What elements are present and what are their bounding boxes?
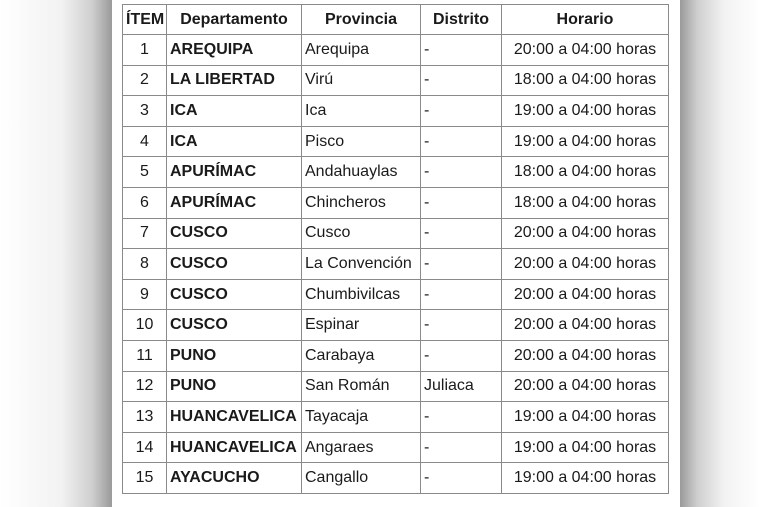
row-horario: 18:00 a 04:00 horas	[502, 157, 669, 188]
row-item-number: 10	[123, 310, 167, 341]
row-provincia: Cusco	[302, 218, 421, 249]
row-horario: 20:00 a 04:00 horas	[502, 218, 669, 249]
table-row	[123, 249, 669, 280]
row-distrito: -	[421, 157, 502, 188]
row-distrito: -	[421, 432, 502, 463]
row-departamento: PUNO	[167, 340, 302, 371]
row-horario: 19:00 a 04:00 horas	[502, 463, 669, 494]
row-provincia: Espinar	[302, 310, 421, 341]
header-distrito: Distrito	[421, 5, 502, 35]
row-item-number: 14	[123, 432, 167, 463]
row-distrito: -	[421, 402, 502, 433]
row-horario: 18:00 a 04:00 horas	[502, 65, 669, 96]
curfew-schedule-table	[122, 4, 669, 494]
row-provincia: Chumbivilcas	[302, 279, 421, 310]
row-item-number: 9	[123, 279, 167, 310]
row-distrito: -	[421, 249, 502, 280]
row-departamento: CUSCO	[167, 249, 302, 280]
table-row	[123, 463, 669, 494]
row-item-number: 12	[123, 371, 167, 402]
row-provincia: Ica	[302, 96, 421, 127]
row-departamento: ICA	[167, 96, 302, 127]
row-item-number: 15	[123, 463, 167, 494]
row-item-number: 1	[123, 35, 167, 66]
row-departamento: APURÍMAC	[167, 187, 302, 218]
row-distrito: -	[421, 279, 502, 310]
table-row	[123, 35, 669, 66]
header-provincia: Provincia	[302, 5, 421, 35]
row-provincia: Andahuaylas	[302, 157, 421, 188]
table-body	[123, 35, 669, 494]
document-sheet	[112, 0, 680, 507]
row-horario: 18:00 a 04:00 horas	[502, 187, 669, 218]
row-item-number: 13	[123, 402, 167, 433]
row-departamento: LA LIBERTAD	[167, 65, 302, 96]
row-provincia: Angaraes	[302, 432, 421, 463]
row-distrito: -	[421, 35, 502, 66]
row-horario: 20:00 a 04:00 horas	[502, 340, 669, 371]
table-row	[123, 126, 669, 157]
row-distrito: -	[421, 65, 502, 96]
row-provincia: La Convención	[302, 249, 421, 280]
row-distrito: -	[421, 187, 502, 218]
table-row	[123, 310, 669, 341]
header-item: ÍTEM	[123, 5, 167, 35]
header-horario: Horario	[502, 5, 669, 35]
row-provincia: Virú	[302, 65, 421, 96]
row-departamento: CUSCO	[167, 218, 302, 249]
row-provincia: Arequipa	[302, 35, 421, 66]
row-item-number: 5	[123, 157, 167, 188]
row-provincia: Cangallo	[302, 463, 421, 494]
row-item-number: 7	[123, 218, 167, 249]
row-horario: 20:00 a 04:00 horas	[502, 35, 669, 66]
table-row	[123, 96, 669, 127]
row-provincia: Carabaya	[302, 340, 421, 371]
table-row	[123, 157, 669, 188]
row-departamento: PUNO	[167, 371, 302, 402]
row-departamento: APURÍMAC	[167, 157, 302, 188]
row-horario: 20:00 a 04:00 horas	[502, 279, 669, 310]
row-item-number: 2	[123, 65, 167, 96]
row-distrito: -	[421, 126, 502, 157]
row-horario: 19:00 a 04:00 horas	[502, 402, 669, 433]
table-row	[123, 187, 669, 218]
table-row	[123, 402, 669, 433]
table-row	[123, 340, 669, 371]
row-distrito: -	[421, 218, 502, 249]
row-provincia: San Román	[302, 371, 421, 402]
row-departamento: ICA	[167, 126, 302, 157]
table-row	[123, 371, 669, 402]
row-departamento: HUANCAVELICA	[167, 432, 302, 463]
row-horario: 20:00 a 04:00 horas	[502, 310, 669, 341]
row-item-number: 3	[123, 96, 167, 127]
row-horario: 20:00 a 04:00 horas	[502, 371, 669, 402]
row-provincia: Chincheros	[302, 187, 421, 218]
row-horario: 19:00 a 04:00 horas	[502, 126, 669, 157]
row-item-number: 11	[123, 340, 167, 371]
row-distrito: -	[421, 310, 502, 341]
row-departamento: CUSCO	[167, 279, 302, 310]
table-row	[123, 432, 669, 463]
row-departamento: AYACUCHO	[167, 463, 302, 494]
row-item-number: 8	[123, 249, 167, 280]
row-item-number: 4	[123, 126, 167, 157]
row-horario: 19:00 a 04:00 horas	[502, 432, 669, 463]
header-departamento: Departamento	[167, 5, 302, 35]
row-item-number: 6	[123, 187, 167, 218]
row-horario: 19:00 a 04:00 horas	[502, 96, 669, 127]
table-row	[123, 218, 669, 249]
right-shadow-margin	[680, 0, 760, 507]
row-horario: 20:00 a 04:00 horas	[502, 249, 669, 280]
table-header-row	[123, 5, 669, 35]
row-provincia: Tayacaja	[302, 402, 421, 433]
table-row	[123, 279, 669, 310]
row-distrito: Juliaca	[421, 371, 502, 402]
row-departamento: AREQUIPA	[167, 35, 302, 66]
row-provincia: Pisco	[302, 126, 421, 157]
left-shadow-margin	[0, 0, 112, 507]
row-distrito: -	[421, 96, 502, 127]
table-row	[123, 65, 669, 96]
row-departamento: HUANCAVELICA	[167, 402, 302, 433]
row-departamento: CUSCO	[167, 310, 302, 341]
row-distrito: -	[421, 340, 502, 371]
row-distrito: -	[421, 463, 502, 494]
